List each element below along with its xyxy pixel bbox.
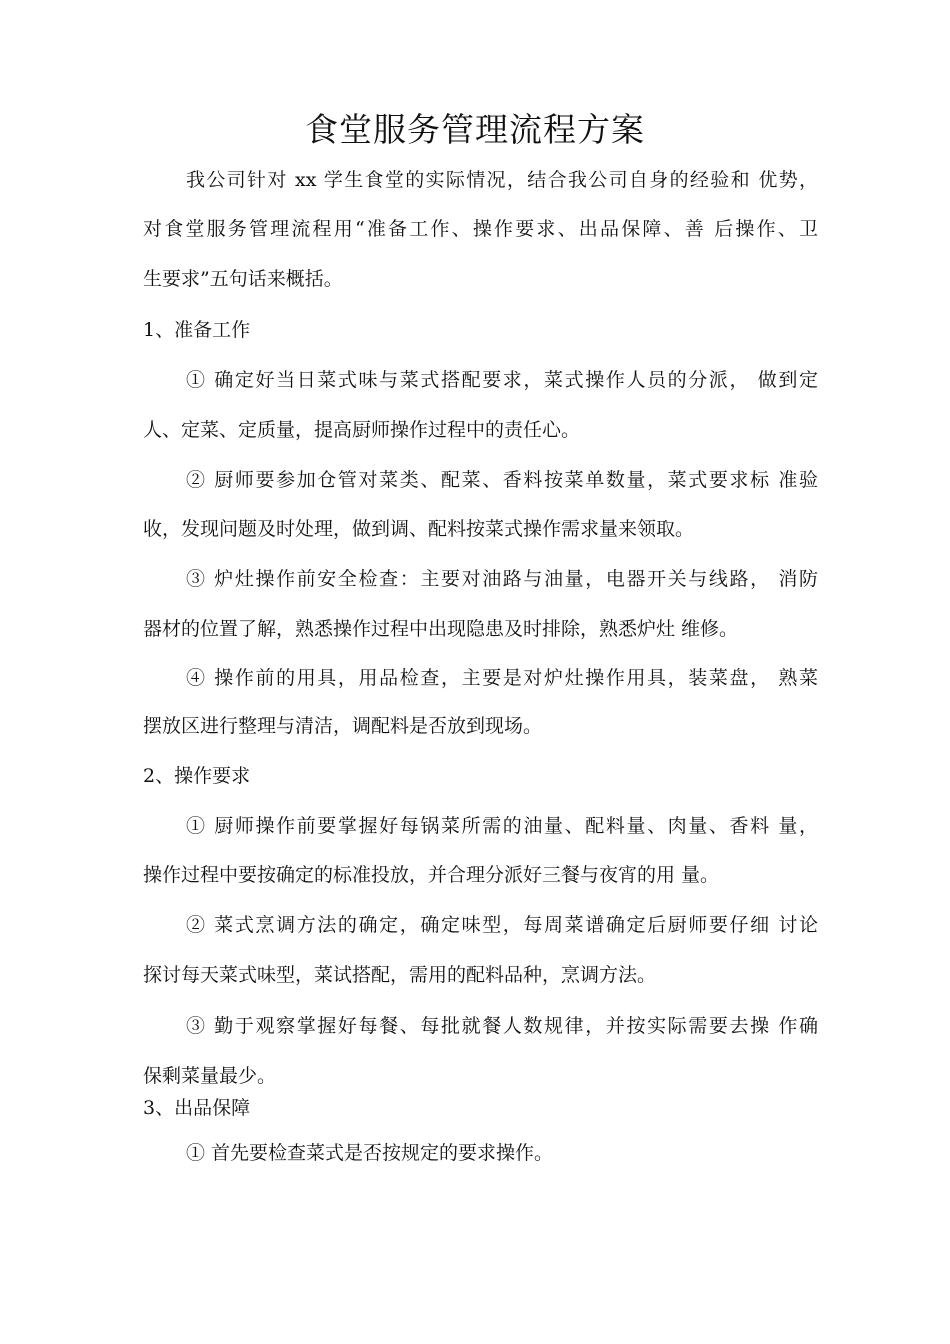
section1-item4-line2: 摆放区进行整理与清洁，调配料是否放到现场。 xyxy=(143,715,543,737)
section1-item2-line2: 收，发现问题及时处理，做到调、配料按菜式操作需求量来领取。 xyxy=(143,518,695,540)
section2-item3-line2: 保剩菜量最少。 xyxy=(143,1065,277,1087)
section3-item1-line1: ① 首先要检查菜式是否按规定的要求操作。 xyxy=(186,1142,554,1164)
section2-item1-line2: 操作过程中要按确定的标准投放，并合理分派好三餐与夜宵的用 量。 xyxy=(143,864,720,886)
section1-item4-line1: ④ 操作前的用具，用品检查，主要是对炉灶操作用具，装菜盘， 熟菜 xyxy=(186,667,818,689)
intro-line-3: 生要求”五句话来概括。 xyxy=(143,268,343,290)
section2-item2-line1: ② 菜式烹调方法的确定，确定味型，每周菜谱确定后厨师要仔细 讨论 xyxy=(186,914,818,936)
section-heading-preparation: 1、准备工作 xyxy=(143,319,251,341)
section1-item3-line1: ③ 炉灶操作前安全检查：主要对油路与油量，电器开关与线路， 消防 xyxy=(186,568,818,590)
section-heading-operation: 2、操作要求 xyxy=(143,765,251,787)
section2-item3-line1: ③ 勤于观察掌握好每餐、每批就餐人数规律，并按实际需要去操 作确 xyxy=(186,1015,818,1037)
section2-item2-line2: 探讨每天菜式味型，菜试搭配，需用的配料品种，烹调方法。 xyxy=(143,964,657,986)
section1-item1-line2: 人、定菜、定质量，提高厨师操作过程中的责任心。 xyxy=(143,419,581,441)
section1-item3-line2: 器材的位置了解，熟悉操作过程中出现隐患及时排除，熟悉炉灶 维修。 xyxy=(143,618,739,640)
document-title: 食堂服务管理流程方案 xyxy=(305,110,645,149)
section-heading-output: 3、出品保障 xyxy=(143,1097,251,1119)
intro-line-1: 我公司针对 xx 学生食堂的实际情况，结合我公司自身的经验和 优势， xyxy=(186,169,818,191)
section2-item1-line1: ① 厨师操作前要掌握好每锅菜所需的油量、配料量、肉量、香料 量， xyxy=(186,815,818,837)
intro-line-2: 对食堂服务管理流程用“准备工作、操作要求、出品保障、善 后操作、卫 xyxy=(143,218,818,240)
section1-item2-line1: ② 厨师要参加仓管对菜类、配菜、香料按菜单数量，菜式要求标 准验 xyxy=(186,469,818,491)
section1-item1-line1: ① 确定好当日菜式味与菜式搭配要求，菜式操作人员的分派， 做到定 xyxy=(186,369,818,391)
